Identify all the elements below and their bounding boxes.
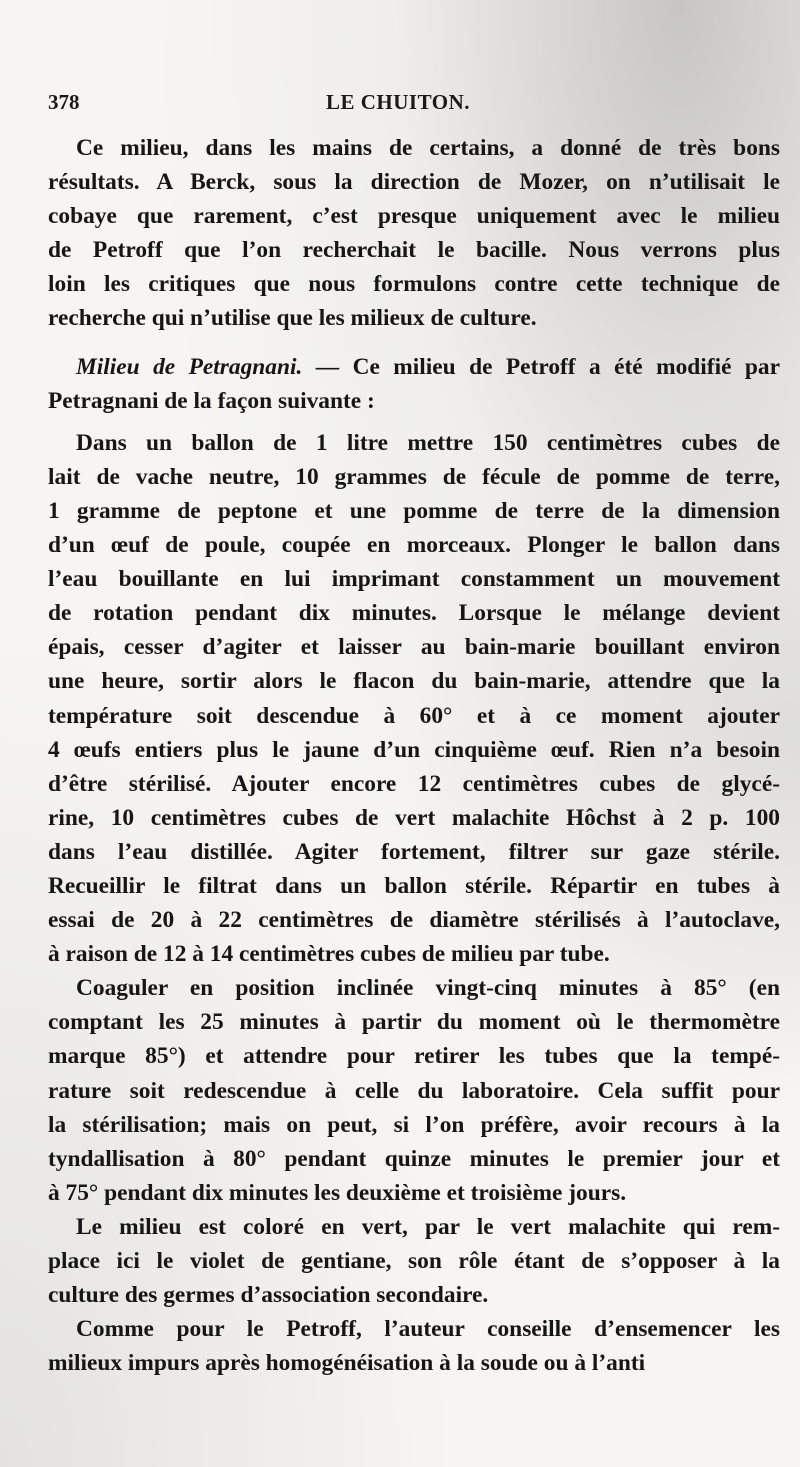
text-line: l’eau bouillante en lui imprimant constamment un mouvement — [48, 566, 780, 593]
text-line: culture des germes d’association secondaire. — [48, 1282, 489, 1309]
text-line: une heure, sortir alors le flacon du bain-marie, attendre que la — [48, 668, 780, 695]
text-line: Le milieu est coloré en vert, par le vert malachite qui rem- — [76, 1213, 780, 1240]
text-line: de rotation pendant dix minutes. Lorsque le mélange devient — [48, 600, 780, 627]
paragraph-2 — [48, 350, 780, 418]
heading-continuation: — Ce milieu de Petroff a été modifié par — [302, 353, 780, 380]
text-line: de Petroff que l’on recherchait le bacille. Nous verrons plus — [48, 237, 780, 264]
text-line: 1 gramme de peptone et une pomme de terre de la dimension — [48, 497, 780, 524]
paragraph-1 — [48, 131, 780, 336]
section-heading: Milieu de Petragnani. — [76, 353, 303, 380]
text-line: Recueillir le filtrat dans un ballon stérile. Répartir en tubes à — [48, 872, 780, 899]
page-number: 378 — [48, 90, 80, 114]
paragraph-3 — [48, 426, 780, 972]
running-title: LE CHUITON. — [326, 90, 470, 114]
text-line: à 75° pendant dix minutes les deuxième et troisième jours. — [48, 1179, 627, 1206]
text-line: milieux impurs après homogénéisation à la soude ou à l’anti — [48, 1350, 646, 1377]
text-line: Dans un ballon de 1 litre mettre 150 centimètres cubes de — [76, 429, 780, 456]
text-line: marque 85°) et attendre pour retirer les tubes que la tempé- — [48, 1043, 780, 1070]
text-line: comptant les 25 minutes à partir du moment où le thermomètre — [48, 1009, 780, 1036]
text-line: à raison de 12 à 14 centimètres cubes de milieu par tube. — [48, 941, 610, 968]
text-line: 4 œufs entiers plus le jaune d’un cinquième œuf. Rien n’a besoin — [48, 736, 780, 763]
text-line — [48, 350, 780, 384]
text-line: épais, cesser d’agiter et laisser au bain-marie bouillant environ — [48, 634, 780, 661]
text-line: la stérilisation; mais on peut, si l’on préfère, avoir recours à la — [48, 1111, 780, 1138]
text-line: essai de 20 à 22 centimètres de diamètre stérilisés à l’autoclave, — [48, 907, 780, 934]
text-line: dans l’eau distillée. Agiter fortement, filtrer sur gaze stérile. — [48, 838, 780, 865]
text-line: d’être stérilisé. Ajouter encore 12 centimètres cubes de glycé- — [48, 770, 780, 797]
text-line: Comme pour le Petroff, l’auteur conseille d’ensemencer les — [76, 1316, 780, 1343]
text-line: lait de vache neutre, 10 grammes de fécule de pomme de terre, — [48, 463, 780, 490]
text-line: d’un œuf de poule, coupée en morceaux. Plonger le ballon dans — [48, 532, 780, 559]
text-line: place ici le violet de gentiane, son rôle étant de s’opposer à la — [48, 1248, 780, 1274]
text-line: résultats. A Berck, sous la direction de Mozer, on n’utilisait le — [48, 169, 780, 196]
text-line: Petragnani de la façon suivante : — [48, 387, 375, 414]
text-line: loin les critiques que nous formulons contre cette technique de — [48, 271, 780, 298]
body-text — [48, 131, 780, 1380]
text-line: Coaguler en position inclinée vingt-cinq minutes à 85° (en — [76, 975, 780, 1002]
text-line: rine, 10 centimètres cubes de vert malachite Hôchst à 2 p. 100 — [48, 804, 780, 831]
running-head — [48, 90, 768, 120]
text-line: recherche qui n’utilise que les milieux de culture. — [48, 305, 537, 332]
paragraph-6 — [48, 1312, 780, 1380]
text-line: cobaye que rarement, c’est presque uniquement avec le milieu — [48, 203, 780, 230]
text-line: température soit descendue à 60° et à ce moment ajouter — [48, 702, 780, 729]
paragraph-5 — [48, 1210, 780, 1312]
paragraph-4 — [48, 971, 780, 1210]
text-line: rature soit redescendue à celle du laboratoire. Cela suffit pour — [48, 1077, 780, 1104]
text-line: tyndallisation à 80° pendant quinze minutes le premier jour et — [48, 1145, 780, 1172]
text-line: Ce milieu, dans les mains de certains, a donné de très bons — [76, 135, 780, 161]
